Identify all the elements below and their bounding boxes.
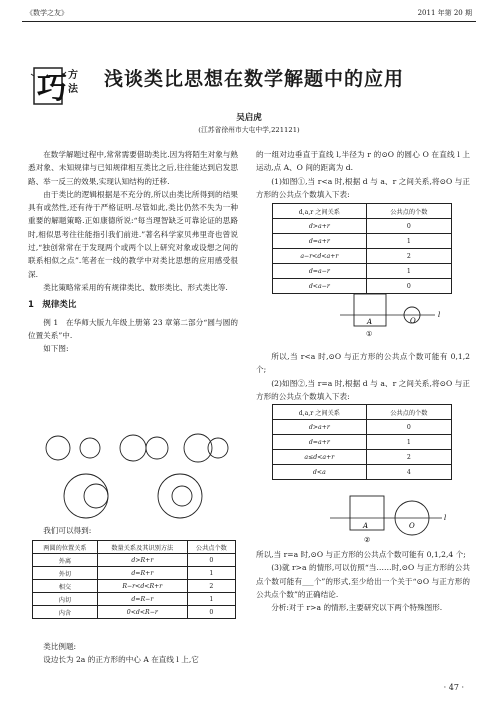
line-l-label: l [438,311,441,319]
circle [146,437,168,459]
figure-2-number: ② [364,536,371,544]
left-column [28,148,238,355]
figure-intro: 如下图: [43,344,69,354]
table-row: a≤d<a+r 2 [273,450,452,465]
circle [120,435,146,461]
right-column-mid [256,350,470,403]
table-row: 外切 d=R+r 1 [33,567,236,580]
table-row: a−r<d<a+r 2 [273,249,452,264]
point-o-label: O [410,317,416,325]
conclusion-1: 所以,当 r<a 时,⊙O 与正方形的公共点个数可能有 0,1,2 个; [256,352,470,375]
table-header: d,a,r 之间关系 [273,405,367,420]
result-intro-block [28,524,238,537]
table-row: d=a−r 1 [273,264,452,279]
header-rule [22,21,476,22]
question-3: (3)就 r>a 的情形,可以仿照“当……时,⊙O 与正方形的公共点个数可能有___个”的形式,至少给出一个关于“⊙O 与正方形的公共点个数”的正确结论. [256,563,470,599]
author: 吴启虎 [236,113,262,123]
table-row: 相交 R−r<d<R+r 2 [33,580,236,593]
article-title: 浅谈类比思想在数学解题中的应用 [104,68,405,90]
table-case-2 [272,404,452,480]
table-row: d>a+r 0 [273,420,452,435]
table-row: d>a+r 0 [273,219,452,234]
circle [158,474,202,518]
table-header: 公共点的个数 [366,204,451,219]
example-label: 类比例题: [43,642,77,651]
circle [172,486,192,506]
paragraph-intro: 在数学解题过程中,常常需要借助类比.因为将陌生对象与熟悉对象、未知规律与已知规律相互类比之后,往往能达到启发思路、举一反三的效果,实现认知结构的迁移. [28,150,238,186]
circle-relations-figure [38,430,238,522]
line-l-label: l [444,514,447,522]
paragraph-analogy: 由于类比的逻辑根据是不充分的,所以由类比所得到的结果具有或然性,还有待于严格证明.尽管如此,类比仍然不失为一种重要的解题策略.正如康德所说:“每当理智缺乏可靠论证的思路时,相似思考往往能指引我们前进.”著名科学家贝弗里奇也曾说过,“独创常常在于发现两个或两个以上研究对象或设想之间的联系相似之点”.笔者在一线的教学中对类比思想的应用感受很深. [28,189,238,279]
question-1: (1)如图①,当 r<a 时,根据 d 与 a、r 之间关系,将⊙O 与正方形的公共点个数填入下表: [256,176,470,199]
result-intro: 我们可以得到: [43,526,92,535]
figure-1 [340,288,450,338]
issue-label: 2011 年第 20 期 [417,9,472,17]
svg-text:巧: 巧 [37,71,67,106]
table-header: 数量关系及其识别方法 [97,541,187,554]
circle [84,484,108,508]
table-row: d=a+r 1 [273,234,452,249]
example-text: 设边长为 2a 的正方形的中心 A 在直线 l 上,它 [43,655,199,665]
table-row: 外离 d>R+r 0 [33,554,236,567]
affiliation: (江苏省徐州市大屯中学,221121) [198,126,300,134]
method-logo [30,66,84,106]
circle [80,438,100,458]
table-row: 内含 0<d<R−r 0 [33,606,236,619]
page-number: · 47 · [443,683,464,692]
right-column-top [256,148,470,201]
logo-text: 方法 [68,70,78,95]
point-o-label: O [409,522,415,530]
paragraph-continued: 的一组对边垂直于直线 l,半径为 r 的⊙O 的圆心 O 在直线 l 上运动,点 A、O 间的距离为 d. [256,150,470,173]
circle-relation-table [32,540,236,619]
table-case-1 [272,203,452,294]
point-a-label: A [367,318,373,326]
circle [46,436,70,460]
journal-name: 《数学之友》 [26,9,68,17]
figure-2 [330,490,458,544]
table-header: d,a,r 之间关系 [273,204,367,219]
table-row: d<a−r 0 [273,279,452,294]
right-column-bottom [256,548,470,614]
example-1: 例 1 在华师大版九年级上册第 23 章第二部分“圆与圆的位置关系”中. [28,317,238,340]
table-header: 公共点的个数 [366,405,451,420]
paragraph-types: 类比策略常采用的有规律类比、数形类比、形式类比等. [43,282,228,292]
analysis: 分析:对于 r>a 的情形,主要研究以下两个特殊图形. [271,603,443,613]
table-row: 内切 d=R−r 1 [33,593,236,606]
section-heading: 1 规律类比 [28,300,77,311]
table-header: 两圆的位置关系 [33,541,98,554]
question-2: (2)如图②,当 r=a 时,根据 d 与 a、r 之间关系,将⊙O 与正方形的公共点个数填入下表: [256,378,470,401]
table-row: d<a 4 [273,465,452,480]
conclusion-2: 所以,当 r=a 时,⊙O 与正方形的公共点个数可能有 0,1,2,4 个; [256,550,466,559]
figure-1-number: ① [366,330,373,338]
table-header: 公共点个数 [187,541,235,554]
table-row: d=a+r 1 [273,435,452,450]
circle [64,474,108,518]
circle [208,438,228,458]
point-a-label: A [363,522,369,530]
example-block [28,640,238,667]
